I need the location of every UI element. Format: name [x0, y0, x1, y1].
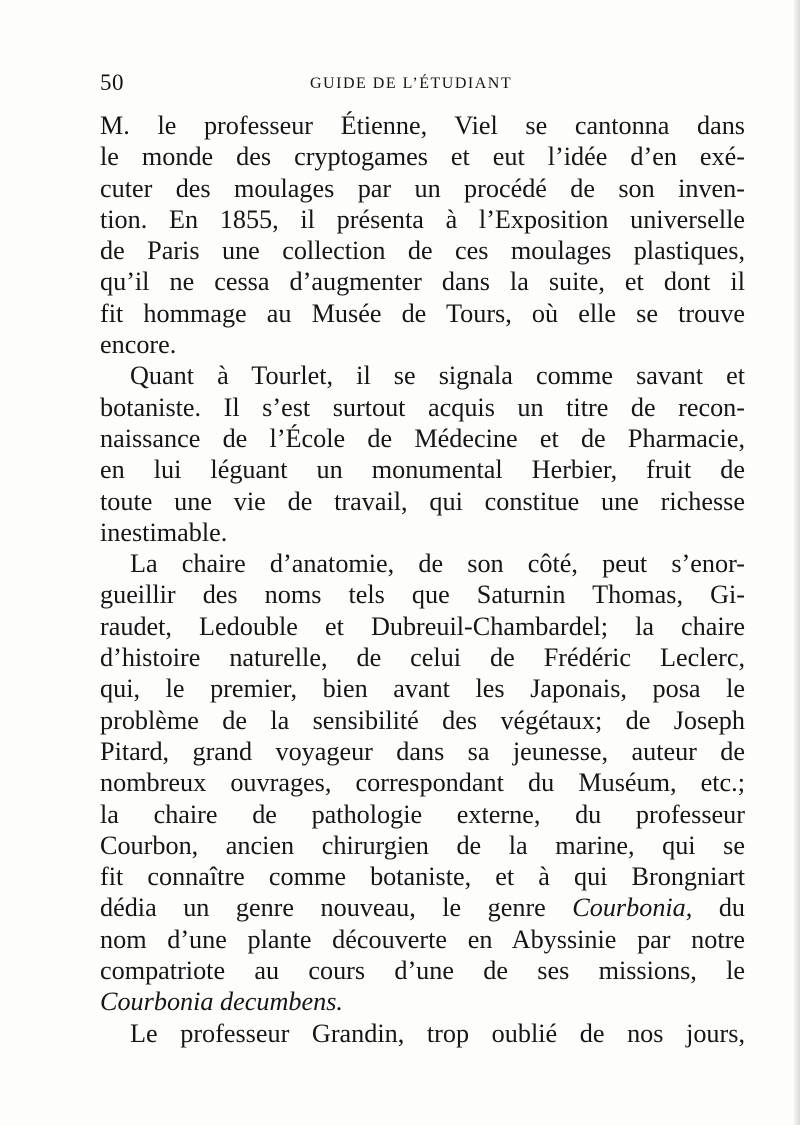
text-segment: du	[692, 893, 745, 923]
page-edge-shadow	[794, 0, 800, 1125]
text-segment: dédia un genre nouveau, le genre	[100, 893, 573, 923]
text-line: compatriote au cours d’une de ses missions, le	[100, 956, 745, 986]
text-line: fit connaître comme botaniste, et à qui Brongniart	[100, 862, 745, 892]
paragraph-viel	[100, 110, 745, 360]
running-head	[100, 70, 745, 100]
text-line: la chaire de pathologie externe, du professeur	[100, 799, 745, 829]
text-line: Pitard, grand voyageur dans sa jeunesse, auteur de	[100, 736, 745, 766]
text-line: qu’il ne cessa d’augmenter dans la suite, et dont il	[100, 267, 745, 297]
text-line: inestimable.	[100, 517, 228, 547]
text-line: encore.	[100, 330, 177, 360]
text-line-mixed	[100, 892, 745, 923]
text-line: raudet, Ledouble et Dubreuil-Chambardel; la chaire	[100, 611, 745, 641]
paragraph-tourlet	[100, 360, 745, 548]
italic-species-name: Courbonia decumbens.	[100, 987, 343, 1017]
text-line: naissance de l’École de Médecine et de Pharmacie,	[100, 423, 745, 453]
italic-genus-name: Courbonia,	[572, 893, 693, 923]
paragraph-chaires	[100, 548, 745, 1017]
page-number: 50	[100, 70, 124, 95]
text-line: d’histoire naturelle, de celui de Frédéric Leclerc,	[100, 643, 745, 673]
text-line: nom d’une plante découverte en Abyssinie par notre	[100, 924, 745, 954]
text-line: problème de la sensibilité des végétaux; de Joseph	[100, 705, 745, 735]
text-line: Quant à Tourlet, il se signala comme savant et	[130, 361, 745, 391]
text-line: botaniste. Il s’est surtout acquis un titre de recon-	[100, 392, 745, 422]
text-line: tion. En 1855, il présenta à l’Exposition universelle	[100, 204, 745, 234]
text-line: La chaire d’anatomie, de son côté, peut s’enor-	[130, 549, 745, 579]
text-line: en lui léguant un monumental Herbier, fruit de	[100, 455, 745, 485]
text-line: toute une vie de travail, qui constitue une richesse	[100, 486, 745, 516]
text-line: fit hommage au Musée de Tours, où elle se trouve	[100, 298, 745, 328]
text-line: gueillir des noms tels que Saturnin Thomas, Gi-	[100, 580, 745, 610]
text-line: Courbon, ancien chirurgien de la marine, qui se	[100, 830, 745, 860]
text-line: le monde des cryptogames et eut l’idée d’en exé-	[100, 142, 745, 172]
text-line: qui, le premier, bien avant les Japonais, posa le	[100, 674, 745, 704]
paragraph-grandin	[100, 1018, 745, 1049]
text-line: de Paris une collection de ces moulages plastiques,	[100, 236, 745, 266]
running-title: GUIDE DE L’ÉTUDIANT	[310, 75, 513, 92]
text-line: nombreux ouvrages, correspondant du Muséum, etc.;	[100, 768, 745, 798]
text-line: Le professeur Grandin, trop oublié de nos jours,	[130, 1018, 745, 1048]
body-text	[100, 110, 745, 1049]
text-line: M. le professeur Étienne, Viel se cantonna dans	[100, 111, 745, 140]
text-line: cuter des moulages par un procédé de son inven-	[100, 173, 745, 203]
